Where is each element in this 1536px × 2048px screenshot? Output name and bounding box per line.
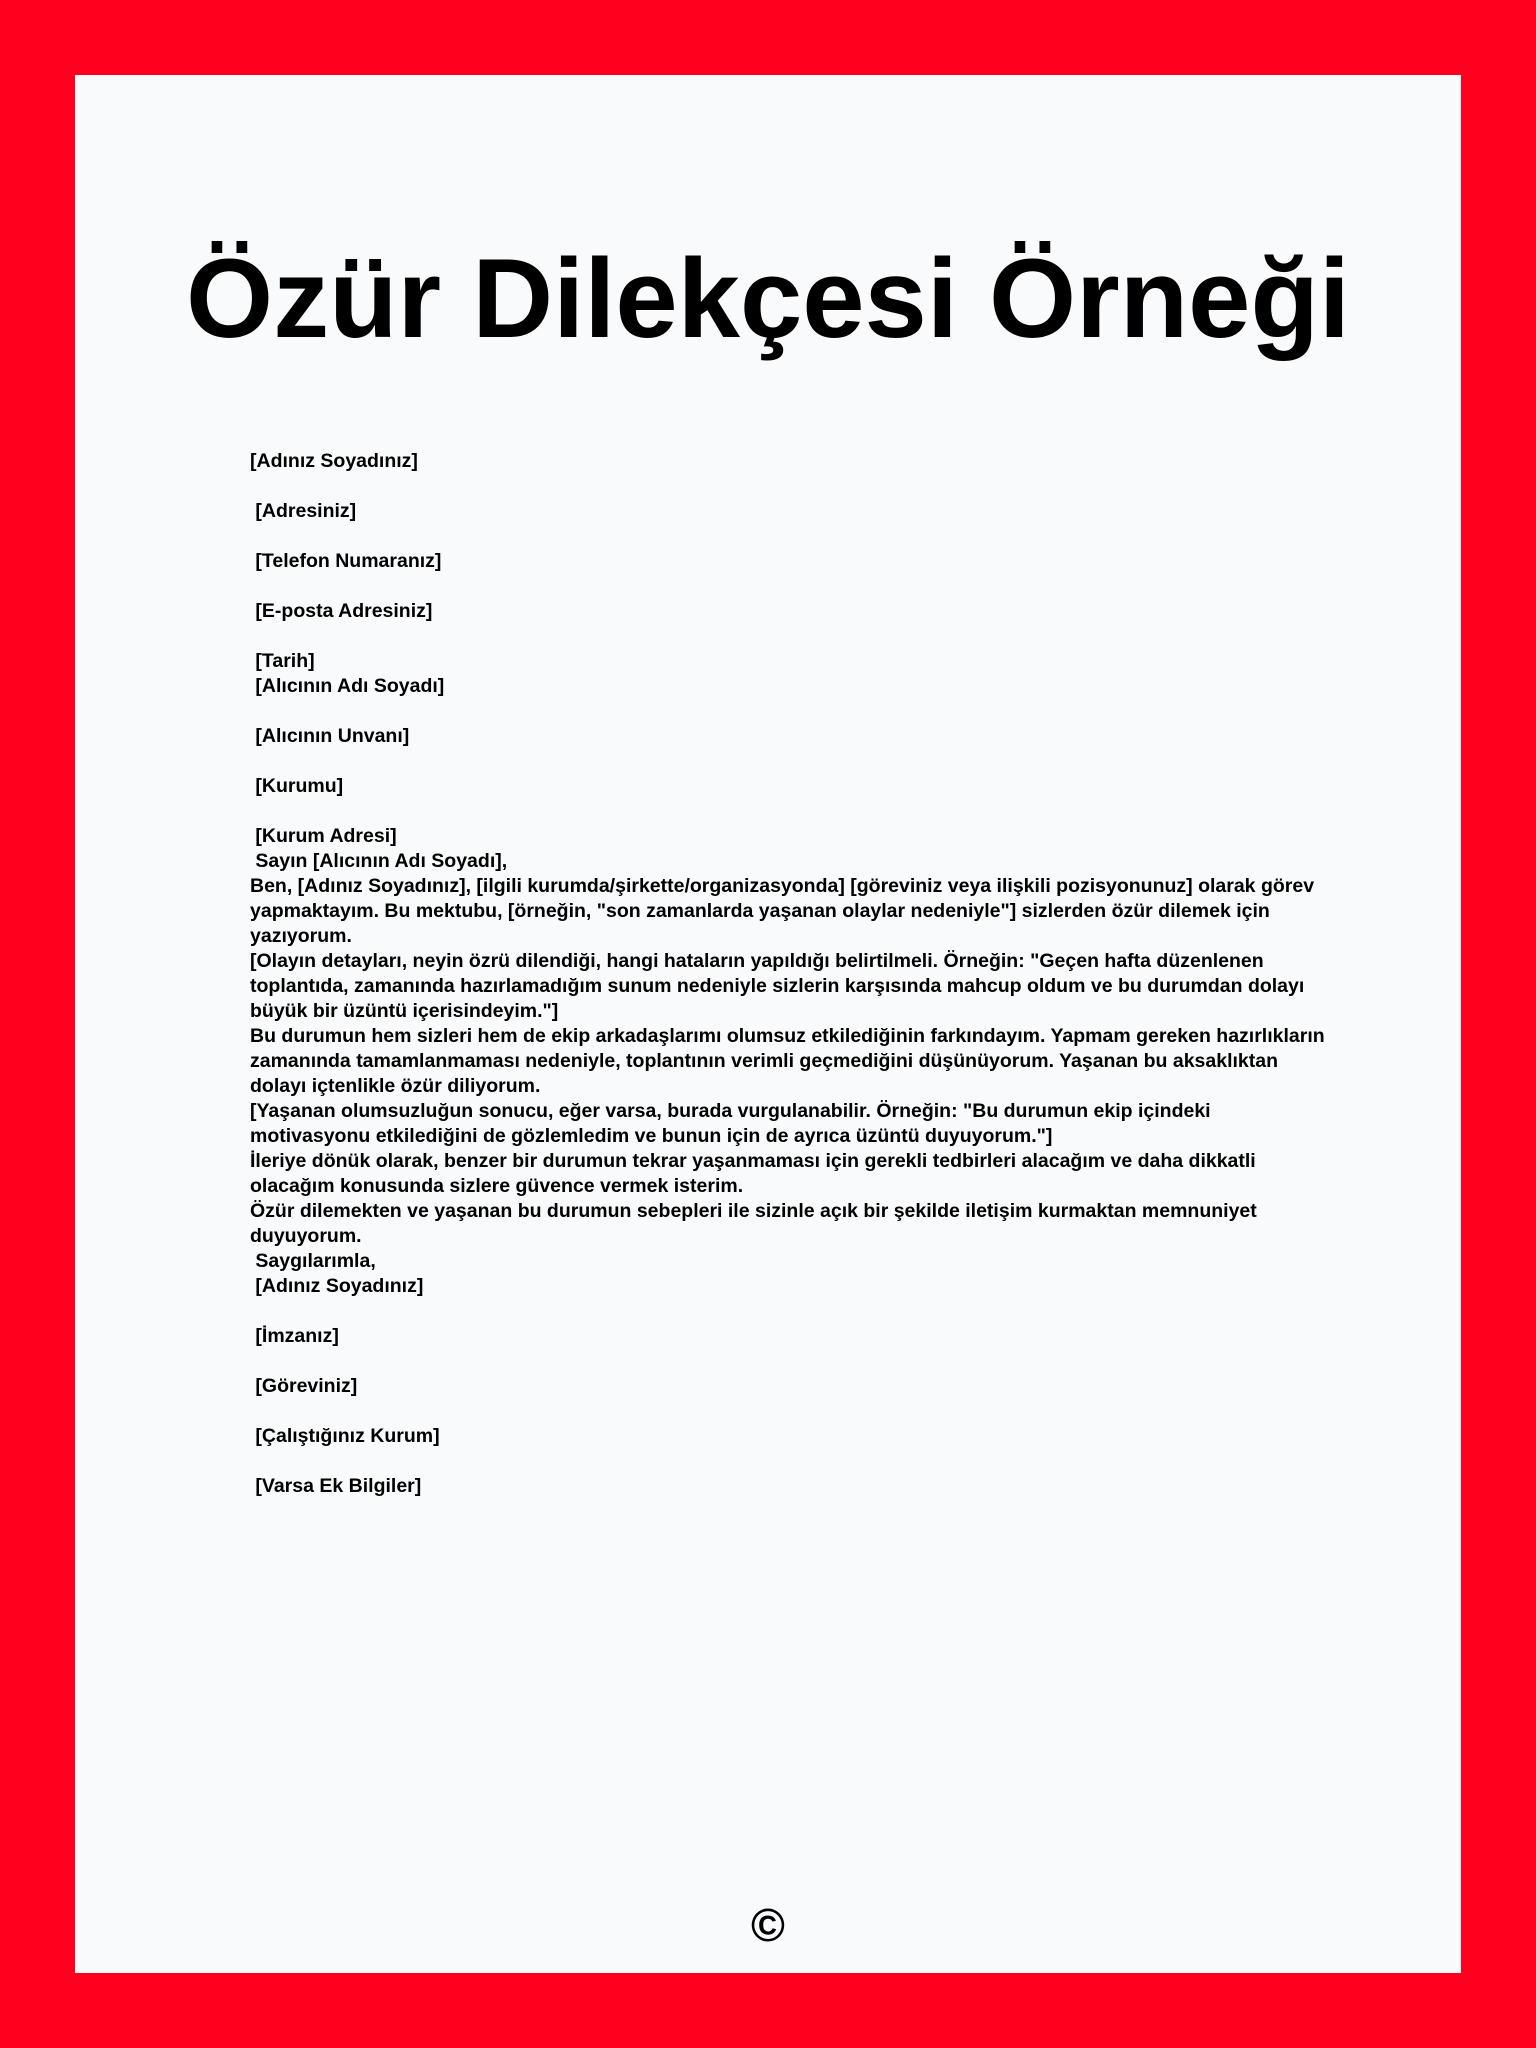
sender-phone: [Telefon Numaranız] <box>250 550 442 572</box>
signature-position: [Göreviniz] <box>250 1375 358 1397</box>
paragraph-future: İleriye dönük olarak, benzer bir durumun tekrar yaşanmaması için gerekli tedbirleri alacağım ve daha dikkatli olacağım konusunda sizlere güvence vermek isterim. <box>250 1150 1256 1197</box>
closing: Saygılarımla, <box>250 1250 376 1272</box>
recipient-title: [Alıcının Unvanı] <box>250 725 410 747</box>
sender-email: [E-posta Adresiniz] <box>250 600 433 622</box>
signature-extra: [Varsa Ek Bilgiler] <box>250 1475 422 1497</box>
letter-date: [Tarih] <box>250 650 315 672</box>
paragraph-consequence: [Yaşanan olumsuzluğun sonucu, eğer varsa, burada vurgulanabilir. Örneğin: "Bu durumun ekip içindeki motivasyonu etkilediğini de gözlemledim ve bunun için de ayrıca üzüntü duyuyorum."] <box>250 1100 1211 1147</box>
blank-line <box>250 799 1335 824</box>
sender-name: [Adınız Soyadınız] <box>250 450 418 472</box>
paragraph-intro: Ben, [Adınız Soyadınız], [ilgili kurumda/şirkette/organizasyonda] [göreviniz veya ilişkili pozisyonunuz] olarak görev yapmaktayım. Bu mektubu, [örneğin, "son zamanlarda yaşanan olaylar nedeniyle"] sizlerden özür dilemek için yazıyorum. <box>250 875 1315 947</box>
recipient-address: [Kurum Adresi] <box>250 825 397 847</box>
blank-line <box>250 574 1335 599</box>
sender-address: [Adresiniz] <box>250 500 357 522</box>
document-title: Özür Dilekçesi Örneği <box>186 236 1350 361</box>
blank-line <box>250 1399 1335 1424</box>
blank-line <box>250 699 1335 724</box>
recipient-name: [Alıcının Adı Soyadı] <box>250 675 445 697</box>
paragraph-closing-remark: Özür dilemekten ve yaşanan bu durumun sebepleri ile sizinle açık bir şekilde iletişim kurmaktan memnuniyet duyuyorum. <box>250 1200 1257 1247</box>
blank-line <box>250 524 1335 549</box>
signature-institution: [Çalıştığınız Kurum] <box>250 1425 440 1447</box>
paragraph-details: [Olayın detayları, neyin özrü dilendiği, hangi hataların yapıldığı belirtilmeli. Örneğin: "Geçen hafta düzenlenen toplantıda, zamanında hazırlamadığım sunum nedeniyle sizlerin karşısında mahcup oldum ve bu durumdan dolayı büyük bir üzüntü içerisindeyim."] <box>250 950 1305 1022</box>
recipient-institution: [Kurumu] <box>250 775 344 797</box>
paragraph-impact: Bu durumun hem sizleri hem de ekip arkadaşlarımı olumsuz etkilediğinin farkındayım. Yapmam gereken hazırlıkların zamanında tamamlanmaması nedeniyle, toplantının verimli geçmediğini düşünüyorum. Yaşanan bu aksaklıktan dolayı içtenlikle özür diliyorum. <box>250 1025 1325 1097</box>
document-page <box>75 75 1461 1973</box>
copyright-icon: © <box>751 1899 785 1951</box>
blank-line <box>250 1449 1335 1474</box>
blank-line <box>250 1349 1335 1374</box>
signature-name: [Adınız Soyadınız] <box>250 1275 424 1297</box>
letter-body <box>250 449 1335 1499</box>
signature-sign: [İmzanız] <box>250 1325 339 1347</box>
blank-line <box>250 624 1335 649</box>
blank-line <box>250 1299 1335 1324</box>
blank-line <box>250 749 1335 774</box>
salutation: Sayın [Alıcının Adı Soyadı], <box>250 850 508 872</box>
blank-line <box>250 474 1335 499</box>
